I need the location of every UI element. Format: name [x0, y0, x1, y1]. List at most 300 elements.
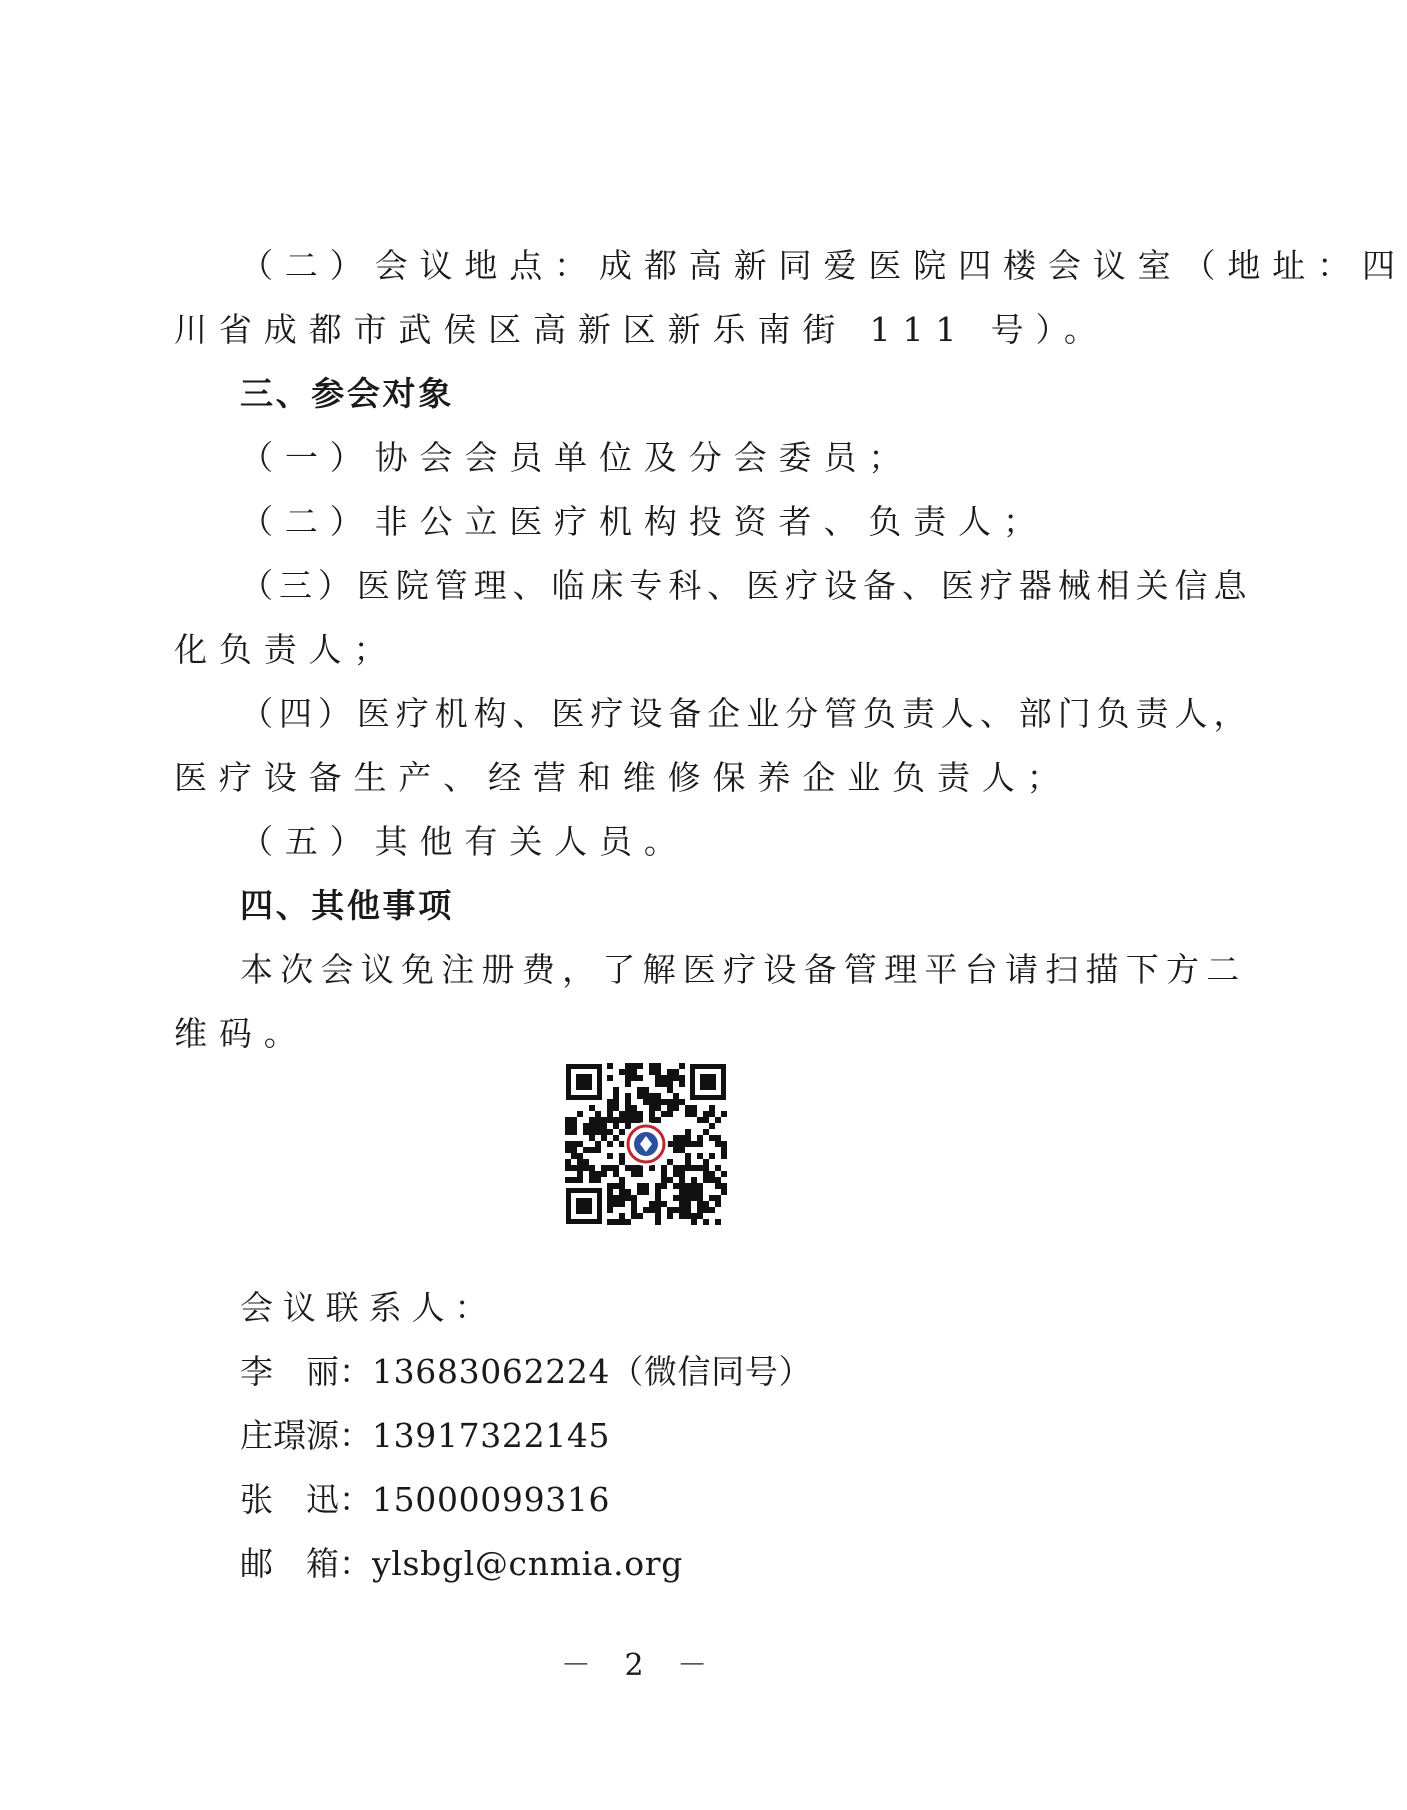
qr-module — [661, 1165, 667, 1171]
qr-module — [595, 1147, 601, 1153]
qr-module — [589, 1117, 595, 1123]
qr-module — [625, 1165, 631, 1171]
qr-module — [697, 1189, 703, 1195]
qr-module — [631, 1117, 637, 1123]
qr-module — [685, 1195, 691, 1201]
qr-module — [709, 1171, 715, 1177]
qr-module — [589, 1165, 595, 1171]
qr-module — [613, 1117, 619, 1123]
qr-module — [655, 1117, 661, 1123]
qr-module — [685, 1135, 691, 1141]
qr-module — [619, 1111, 625, 1117]
qr-module — [613, 1165, 619, 1171]
contact-email[interactable]: ylsbgl@cnmia.org — [372, 1544, 684, 1583]
qr-module — [577, 1153, 583, 1159]
qr-module — [613, 1123, 619, 1129]
qr-module — [601, 1171, 607, 1177]
qr-module — [595, 1171, 601, 1177]
qr-module — [697, 1183, 703, 1189]
qr-module — [625, 1189, 631, 1195]
qr-module — [649, 1207, 655, 1213]
qr-module — [649, 1093, 655, 1099]
section-heading-participants: 三、参会对象 — [240, 374, 454, 413]
qr-module — [577, 1177, 583, 1183]
qr-module — [625, 1219, 631, 1225]
qr-module — [649, 1105, 655, 1111]
qr-module — [589, 1177, 595, 1183]
qr-module — [607, 1183, 613, 1189]
qr-module — [631, 1201, 637, 1207]
qr-module — [571, 1153, 577, 1159]
qr-module — [667, 1177, 673, 1183]
qr-module — [577, 1171, 583, 1177]
participant-item-2: （二）非公立医疗机构投资者、负责人； — [240, 502, 1048, 541]
qr-module — [625, 1093, 631, 1099]
qr-module — [667, 1087, 673, 1093]
qr-module — [667, 1105, 673, 1111]
qr-module — [685, 1213, 691, 1219]
qr-module — [691, 1219, 697, 1225]
qr-module — [703, 1171, 709, 1177]
qr-module — [571, 1165, 577, 1171]
qr-module — [721, 1147, 727, 1153]
qr-module — [667, 1111, 673, 1117]
qr-module — [631, 1105, 637, 1111]
section-heading-other-matters: 四、其他事项 — [240, 886, 454, 925]
qr-module — [649, 1063, 655, 1069]
qr-module — [637, 1171, 643, 1177]
qr-module — [649, 1069, 655, 1075]
qr-module — [655, 1099, 661, 1105]
qr-module — [661, 1111, 667, 1117]
qr-module — [637, 1183, 643, 1189]
qr-module — [607, 1195, 613, 1201]
qr-module — [637, 1093, 643, 1099]
qr-module — [709, 1123, 715, 1129]
qr-module — [679, 1135, 685, 1141]
qr-module — [721, 1189, 727, 1195]
qr-module — [685, 1189, 691, 1195]
qr-module — [697, 1201, 703, 1207]
qr-module — [643, 1093, 649, 1099]
contact-label: 庄璟源： — [240, 1416, 372, 1455]
contact-label: 李 丽： — [240, 1352, 372, 1391]
qr-module — [583, 1123, 589, 1129]
qr-module — [715, 1177, 721, 1183]
qr-module — [679, 1171, 685, 1177]
qr-module — [637, 1075, 643, 1081]
qr-module — [613, 1105, 619, 1111]
qr-module — [709, 1135, 715, 1141]
qr-module — [667, 1207, 673, 1213]
qr-module — [679, 1099, 685, 1105]
qr-module — [601, 1165, 607, 1171]
qr-module — [661, 1099, 667, 1105]
qr-module — [625, 1099, 631, 1105]
qr-module — [673, 1135, 679, 1141]
qr-module — [619, 1159, 625, 1165]
contact-row — [240, 1480, 610, 1520]
qr-module — [715, 1135, 721, 1141]
qr-module — [679, 1165, 685, 1171]
qr-module — [673, 1075, 679, 1081]
qr-module — [601, 1117, 607, 1123]
qr-module — [601, 1129, 607, 1135]
qr-module — [655, 1201, 661, 1207]
qr-module — [565, 1147, 571, 1153]
qr-module — [709, 1195, 715, 1201]
qr-module — [661, 1075, 667, 1081]
qr-module — [631, 1207, 637, 1213]
contact-value: 13683062224（微信同号） — [372, 1352, 813, 1391]
qr-module — [691, 1141, 697, 1147]
qr-module — [655, 1075, 661, 1081]
qr-module — [565, 1123, 571, 1129]
qr-module — [679, 1195, 685, 1201]
qr-module — [565, 1177, 571, 1183]
qr-module — [673, 1069, 679, 1075]
qr-module — [625, 1117, 631, 1123]
qr-module — [607, 1219, 613, 1225]
qr-module — [571, 1129, 577, 1135]
qr-module — [607, 1153, 613, 1159]
qr-module — [715, 1195, 721, 1201]
qr-module — [685, 1153, 691, 1159]
qr-module — [655, 1105, 661, 1111]
qr-module — [607, 1189, 613, 1195]
qr-module — [649, 1165, 655, 1171]
page-number: － 2 － — [560, 1648, 720, 1683]
qr-module — [667, 1081, 673, 1087]
qr-module — [679, 1213, 685, 1219]
qr-module — [589, 1129, 595, 1135]
qr-module — [721, 1171, 727, 1177]
qr-module — [685, 1159, 691, 1165]
qr-module — [685, 1207, 691, 1213]
qr-module — [577, 1159, 583, 1165]
qr-module — [697, 1117, 703, 1123]
qr-module — [637, 1213, 643, 1219]
qr-module — [715, 1165, 721, 1171]
qr-module — [589, 1147, 595, 1153]
qr-module — [607, 1075, 613, 1081]
qr-module — [583, 1129, 589, 1135]
qr-module — [577, 1111, 583, 1117]
qr-module — [637, 1087, 643, 1093]
qr-module — [637, 1165, 643, 1171]
qr-module — [679, 1147, 685, 1153]
qr-module — [583, 1159, 589, 1165]
qr-module — [643, 1189, 649, 1195]
qr-module — [619, 1195, 625, 1201]
qr-module — [625, 1063, 631, 1069]
qr-module — [679, 1177, 685, 1183]
qr-module — [631, 1171, 637, 1177]
qr-module — [607, 1207, 613, 1213]
qr-module — [565, 1165, 571, 1171]
qr-module — [709, 1105, 715, 1111]
qr-module — [661, 1183, 667, 1189]
qr-module — [703, 1177, 709, 1183]
qr-module — [595, 1177, 601, 1183]
qr-code-icon — [562, 1060, 730, 1228]
qr-module — [625, 1123, 631, 1129]
qr-module — [703, 1165, 709, 1171]
qr-module — [703, 1207, 709, 1213]
qr-module — [565, 1117, 571, 1123]
qr-module — [703, 1159, 709, 1165]
qr-module — [661, 1177, 667, 1183]
qr-module — [697, 1165, 703, 1171]
qr-module — [571, 1141, 577, 1147]
qr-module — [679, 1063, 685, 1069]
qr-module — [655, 1213, 661, 1219]
qr-module — [649, 1117, 655, 1123]
qr-module — [631, 1165, 637, 1171]
qr-module — [691, 1105, 697, 1111]
qr-module — [655, 1093, 661, 1099]
qr-module — [583, 1165, 589, 1171]
other-matters-text-line-2: 维码。 — [174, 1014, 309, 1053]
qr-module — [637, 1111, 643, 1117]
qr-module — [631, 1063, 637, 1069]
qr-module — [607, 1099, 613, 1105]
contact-row — [240, 1352, 812, 1392]
qr-module — [625, 1195, 631, 1201]
qr-module — [619, 1183, 625, 1189]
qr-module — [577, 1141, 583, 1147]
qr-module — [721, 1141, 727, 1147]
qr-module — [673, 1171, 679, 1177]
contact-heading — [240, 1288, 497, 1328]
qr-module — [667, 1075, 673, 1081]
qr-module — [703, 1111, 709, 1117]
participant-item-4-line-1: （四）医疗机构、医疗设备企业分管负责人、部门负责人， — [240, 694, 1253, 733]
qr-module — [571, 1117, 577, 1123]
qr-module — [595, 1129, 601, 1135]
qr-module — [589, 1105, 595, 1111]
qr-module — [721, 1111, 727, 1117]
qr-module — [625, 1111, 631, 1117]
meeting-location-line-2: 川省成都市武侯区高新区新乐南街 111 号）。 — [174, 310, 1109, 349]
qr-module — [595, 1123, 601, 1129]
qr-module — [679, 1075, 685, 1081]
qr-module — [607, 1141, 613, 1147]
qr-module — [691, 1189, 697, 1195]
qr-module — [625, 1081, 631, 1087]
contact-value: 13917322145 — [372, 1416, 611, 1455]
qr-module — [631, 1075, 637, 1081]
qr-module — [601, 1135, 607, 1141]
qr-module — [631, 1213, 637, 1219]
qr-module — [691, 1165, 697, 1171]
qr-module — [619, 1201, 625, 1207]
contact-row — [240, 1416, 610, 1456]
qr-module — [643, 1087, 649, 1093]
qr-module — [613, 1087, 619, 1093]
qr-module — [571, 1177, 577, 1183]
qr-module — [655, 1189, 661, 1195]
qr-module — [595, 1141, 601, 1147]
qr-module — [601, 1123, 607, 1129]
contact-heading-label: 会议联系人： — [240, 1288, 498, 1327]
contact-label: 张 迅： — [240, 1480, 372, 1519]
qr-module — [625, 1105, 631, 1111]
qr-module — [715, 1219, 721, 1225]
qr-module — [619, 1219, 625, 1225]
qr-module — [655, 1195, 661, 1201]
qr-module — [697, 1213, 703, 1219]
qr-module — [637, 1063, 643, 1069]
qr-module — [709, 1153, 715, 1159]
qr-module — [703, 1219, 709, 1225]
qr-module — [565, 1141, 571, 1147]
qr-module — [631, 1195, 637, 1201]
qr-module — [649, 1201, 655, 1207]
qr-module — [697, 1207, 703, 1213]
qr-module — [697, 1195, 703, 1201]
qr-module — [607, 1105, 613, 1111]
qr-module — [673, 1099, 679, 1105]
qr-module — [673, 1165, 679, 1171]
qr-module — [667, 1159, 673, 1165]
qr-module — [715, 1183, 721, 1189]
qr-module — [589, 1135, 595, 1141]
qr-module — [673, 1105, 679, 1111]
qr-module — [703, 1117, 709, 1123]
qr-module — [685, 1129, 691, 1135]
qr-module — [673, 1183, 679, 1189]
qr-module — [619, 1153, 625, 1159]
qr-module — [709, 1111, 715, 1117]
qr-module — [661, 1171, 667, 1177]
qr-module — [691, 1183, 697, 1189]
participant-item-3-line-1: （三）医院管理、临床专科、医疗设备、医疗器械相关信息 — [240, 566, 1253, 605]
qr-module — [691, 1195, 697, 1201]
participant-item-1: （一）协会会员单位及分会委员； — [240, 438, 914, 477]
qr-module — [691, 1177, 697, 1183]
qr-module — [715, 1141, 721, 1147]
qr-module — [637, 1189, 643, 1195]
qr-module — [685, 1141, 691, 1147]
qr-module — [667, 1213, 673, 1219]
participant-item-5: （五）其他有关人员。 — [240, 822, 689, 861]
qr-module — [643, 1099, 649, 1105]
qr-module — [613, 1201, 619, 1207]
qr-module — [613, 1195, 619, 1201]
qr-module — [655, 1069, 661, 1075]
qr-module — [613, 1183, 619, 1189]
qr-module — [685, 1201, 691, 1207]
qr-module — [613, 1171, 619, 1177]
contact-row — [240, 1544, 683, 1584]
contact-value: 15000099316 — [372, 1480, 611, 1519]
qr-module — [565, 1129, 571, 1135]
qr-module — [595, 1111, 601, 1117]
qr-module — [589, 1123, 595, 1129]
qr-module — [691, 1213, 697, 1219]
qr-module — [565, 1159, 571, 1165]
qr-module — [571, 1147, 577, 1153]
qr-module — [583, 1147, 589, 1153]
qr-module — [679, 1189, 685, 1195]
qr-module — [643, 1207, 649, 1213]
qr-module — [607, 1063, 613, 1069]
qr-module — [619, 1069, 625, 1075]
qr-module — [673, 1141, 679, 1147]
qr-module — [649, 1099, 655, 1105]
qr-module — [721, 1153, 727, 1159]
qr-module — [685, 1105, 691, 1111]
qr-module — [679, 1201, 685, 1207]
qr-module — [637, 1117, 643, 1123]
qr-module — [631, 1069, 637, 1075]
participant-item-3-line-2: 化负责人； — [174, 630, 399, 669]
qr-module — [673, 1093, 679, 1099]
qr-module — [613, 1135, 619, 1141]
qr-module — [577, 1165, 583, 1171]
qr-module — [655, 1081, 661, 1087]
qr-module — [655, 1207, 661, 1213]
qr-module — [619, 1189, 625, 1195]
qr-module — [703, 1129, 709, 1135]
qr-module — [607, 1117, 613, 1123]
qr-module — [685, 1165, 691, 1171]
qr-module — [703, 1201, 709, 1207]
qr-module — [655, 1219, 661, 1225]
qr-module — [709, 1177, 715, 1183]
qr-module — [661, 1081, 667, 1087]
qr-module — [613, 1099, 619, 1105]
qr-module — [685, 1111, 691, 1117]
qr-module — [655, 1063, 661, 1069]
qr-module — [619, 1177, 625, 1183]
qr-module — [697, 1141, 703, 1147]
qr-module — [661, 1201, 667, 1207]
qr-module — [697, 1153, 703, 1159]
qr-module — [721, 1183, 727, 1189]
qr-module — [619, 1213, 625, 1219]
qr-module — [655, 1183, 661, 1189]
qr-module — [715, 1201, 721, 1207]
qr-module — [679, 1141, 685, 1147]
qr-module — [685, 1183, 691, 1189]
qr-module — [673, 1147, 679, 1153]
qr-module — [679, 1081, 685, 1087]
qr-module — [589, 1171, 595, 1177]
qr-module — [667, 1069, 673, 1075]
qr-module — [715, 1117, 721, 1123]
qr-module — [595, 1117, 601, 1123]
qr-module — [679, 1207, 685, 1213]
qr-module — [607, 1201, 613, 1207]
qr-module — [631, 1111, 637, 1117]
qr-module — [667, 1099, 673, 1105]
qr-module — [643, 1183, 649, 1189]
qr-module — [625, 1075, 631, 1081]
qr-module — [679, 1183, 685, 1189]
qr-module — [607, 1129, 613, 1135]
qr-module — [673, 1207, 679, 1213]
qr-module — [607, 1165, 613, 1171]
qr-module — [607, 1111, 613, 1117]
participant-item-4-line-2: 医疗设备生产、经营和维修保养企业负责人； — [174, 758, 1072, 797]
qr-module — [709, 1207, 715, 1213]
contact-label: 邮 箱： — [240, 1544, 372, 1583]
other-matters-text-line-1: 本次会议免注册费，了解医疗设备管理平台请扫描下方二 — [240, 950, 1247, 989]
qr-module — [625, 1069, 631, 1075]
qr-module — [691, 1111, 697, 1117]
